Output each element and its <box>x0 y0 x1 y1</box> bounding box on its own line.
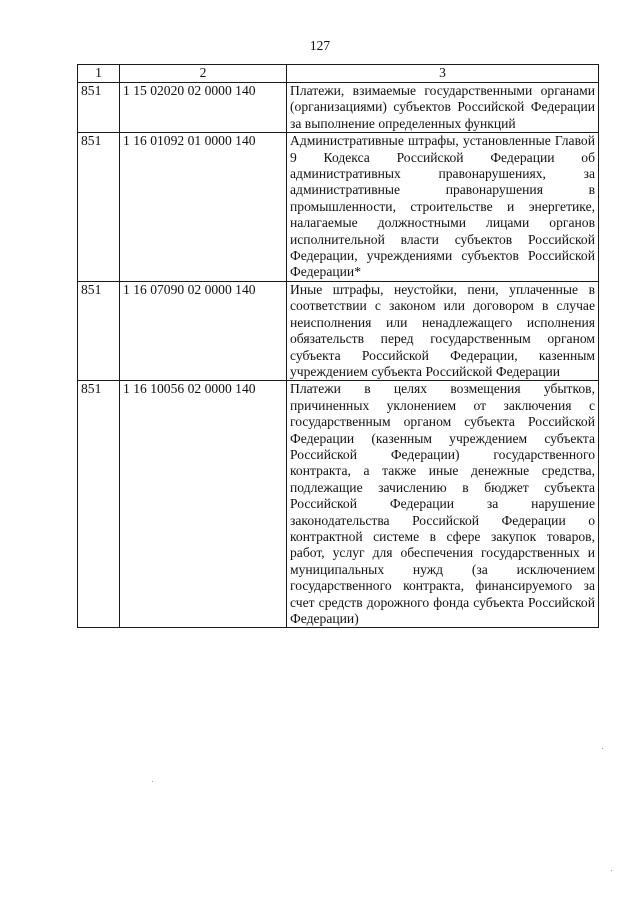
table-row <box>78 83 599 133</box>
scan-speck <box>611 870 612 871</box>
page-number: 127 <box>309 38 331 53</box>
budget-code-cell: 1 16 07090 02 0000 140 <box>120 281 287 380</box>
column-header-3: 3 <box>287 65 599 83</box>
admin-code-cell: 851 <box>78 281 120 380</box>
budget-code-cell: 1 16 01092 01 0000 140 <box>120 133 287 282</box>
description-cell: Платежи в целях возмещения убытков, причиненных уклонением от заключения с государственным органом субъекта Российской Федерации (казенным учреждением субъекта Российской Федерации) государственного контракта, а также иные денежные средства, подлежащие зачислению в бюджет субъекта Российской Федерации за нарушение законодательства Российской Федерации о контрактной системе в сфере закупок товаров, работ, услуг для обеспечения государственных и муниципальных нужд (за исключением государственного контракта, финансируемого за счет средств дорожного фонда субъекта Российской Федерации) <box>287 381 599 628</box>
scan-speck <box>152 781 153 782</box>
scan-speck <box>602 748 603 749</box>
table-header-row <box>78 65 599 83</box>
column-header-2: 2 <box>120 65 287 83</box>
description-cell: Административные штрафы, установленные Главой 9 Кодекса Российской Федерации об административных правонарушениях, за административные правонарушения в промышленности, строительстве и энергетике, налагаемые должностными лицами органов исполнительной власти субъектов Российской Федерации, учреждениями субъектов Российской Федерации* <box>287 133 599 282</box>
budget-code-cell: 1 15 02020 02 0000 140 <box>120 83 287 133</box>
table-row <box>78 381 599 628</box>
table-row <box>78 133 599 282</box>
budget-code-cell: 1 16 10056 02 0000 140 <box>120 381 287 628</box>
admin-code-cell: 851 <box>78 133 120 282</box>
admin-code-cell: 851 <box>78 381 120 628</box>
budget-codes-table <box>77 64 599 628</box>
description-cell: Платежи, взимаемые государственными органами (организациями) субъектов Российской Федерации за выполнение определенных функций <box>287 83 599 133</box>
column-header-1: 1 <box>78 65 120 83</box>
admin-code-cell: 851 <box>78 83 120 133</box>
description-cell: Иные штрафы, неустойки, пени, уплаченные в соответствии с законом или договором в случае неисполнения или ненадлежащего исполнения обязательств перед государственным органом субъекта Российской Федерации, казенным учреждением субъекта Российской Федерации <box>287 281 599 380</box>
table-row <box>78 281 599 380</box>
